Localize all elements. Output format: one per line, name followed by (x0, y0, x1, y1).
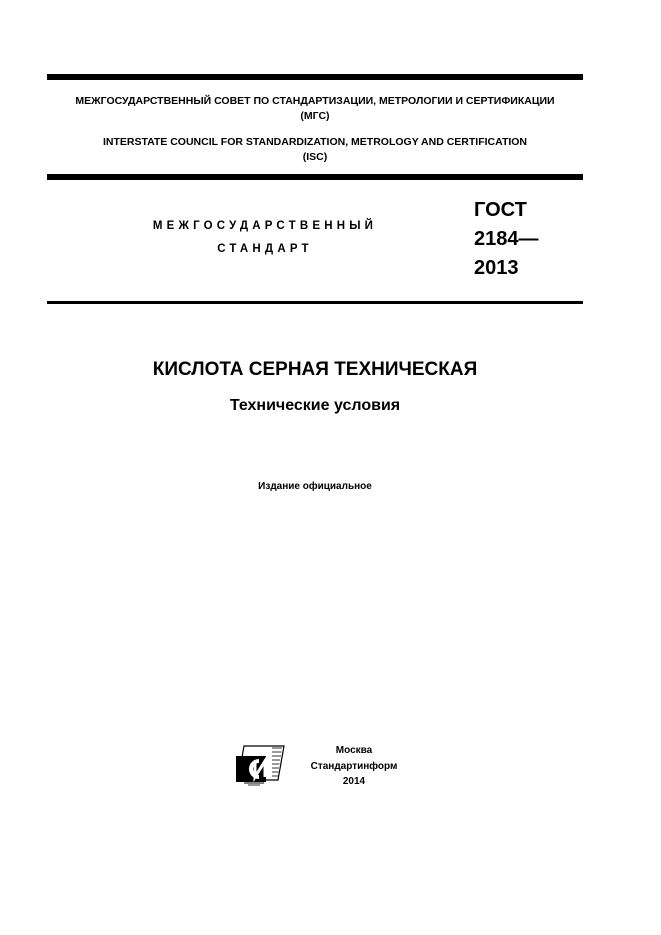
publisher-block (300, 743, 408, 790)
council-name-en-line1: INTERSTATE COUNCIL FOR STANDARDIZATION, METROLOGY AND CERTIFICATION (102, 136, 528, 148)
gost-year: 2013 (474, 257, 519, 279)
council-name-ru (47, 94, 583, 124)
standartinform-logo-icon (234, 744, 286, 786)
standard-type-line1: МЕЖГОСУДАРСТВЕННЫЙ (152, 220, 378, 232)
lower-rule (47, 301, 583, 304)
document-title: КИСЛОТА СЕРНАЯ ТЕХНИЧЕСКАЯ (152, 359, 478, 380)
publisher-name: Стандартинформ (310, 760, 398, 772)
council-abbr-en: (ISC) (302, 151, 328, 163)
council-name-en (47, 135, 583, 165)
standard-type-line2: СТАНДАРТ (217, 243, 313, 255)
gost-designation (474, 196, 539, 283)
council-abbr-ru: (МГС) (300, 110, 330, 122)
document-subtitle: Технические условия (229, 397, 401, 414)
gost-label: ГОСТ (474, 199, 527, 221)
publisher-city: Москва (335, 745, 373, 756)
edition-note: Издание официальное (258, 481, 372, 492)
top-rule (47, 74, 583, 80)
middle-rule (47, 174, 583, 180)
council-name-ru-line1: МЕЖГОСУДАРСТВЕННЫЙ СОВЕТ ПО СТАНДАРТИЗАЦИИ, МЕТРОЛОГИИ И СЕРТИФИКАЦИИ (75, 95, 555, 107)
publisher-year: 2014 (342, 776, 366, 787)
gost-number: 2184— (474, 228, 539, 250)
